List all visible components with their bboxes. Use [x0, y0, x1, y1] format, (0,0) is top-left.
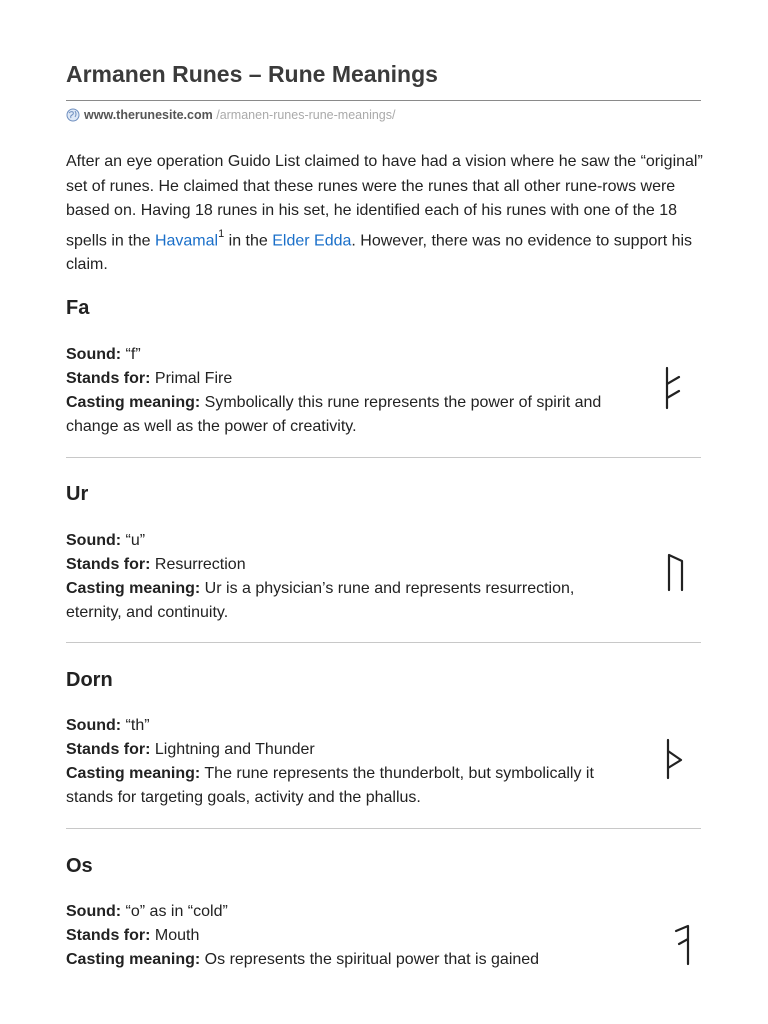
section-divider	[66, 642, 701, 643]
casting-meaning-label: Casting meaning:	[66, 765, 201, 782]
casting-meaning-value: The rune represents the thunderbolt, but symbolically it stands for targeting goals, activity and the phallus.	[66, 765, 594, 806]
intro-text: . However, there was no evidence to support his claim.	[66, 231, 693, 274]
footnote-marker[interactable]: 1	[218, 227, 225, 240]
section-divider	[66, 457, 701, 458]
stands-for-label: Stands for:	[66, 741, 151, 758]
sound-value: “f”	[121, 346, 141, 363]
stands-for-label: Stands for:	[66, 556, 151, 573]
sound-value: “th”	[121, 717, 150, 734]
sound-value: “u”	[121, 532, 146, 549]
sound-label: Sound:	[66, 717, 122, 734]
source-line	[66, 108, 395, 122]
casting-meaning-value: Symbolically this rune represents the power of spirit and change as well as the power of creativity.	[66, 394, 602, 435]
ur-rune-icon	[664, 552, 688, 592]
stands-for-label: Stands for:	[66, 927, 151, 944]
casting-meaning-value: Os represents the spiritual power that is gained	[200, 951, 540, 968]
rune-heading-ur: Ur	[66, 483, 89, 505]
intro-text: After an eye operation Guido List claimed to have had a vision where he saw the “original” set of runes. He claimed that these runes were the runes that all other rune-rows were based on. Having 18 runes in his set, he identified each of his runes with one of the 18 spells in the	[66, 153, 703, 249]
sound-value: “o” as in “cold”	[121, 903, 228, 920]
stands-for-value: Lightning and Thunder	[150, 741, 315, 758]
rune-details-dorn	[66, 714, 631, 810]
casting-meaning-value: Ur is a physician’s rune and represents resurrection, eternity, and continuity.	[66, 580, 575, 621]
intro-text: in the	[224, 231, 273, 249]
stands-for-value: Primal Fire	[150, 370, 233, 387]
sound-label: Sound:	[66, 903, 122, 920]
casting-meaning-label: Casting meaning:	[66, 951, 201, 968]
rune-heading-os: Os	[66, 855, 93, 877]
stands-for-value: Mouth	[150, 927, 200, 944]
sound-label: Sound:	[66, 346, 122, 363]
stands-for-value: Resurrection	[150, 556, 246, 573]
fa-rune-icon	[660, 366, 684, 410]
rune-details-ur	[66, 529, 631, 625]
elder-edda-link[interactable]: Elder Edda	[272, 231, 352, 249]
section-divider	[66, 828, 701, 829]
havamal-link[interactable]: Havamal	[154, 231, 219, 249]
title-divider	[66, 100, 701, 101]
rune-heading-fa: Fa	[66, 297, 90, 319]
casting-meaning-label: Casting meaning:	[66, 394, 201, 411]
intro-paragraph	[66, 150, 706, 278]
source-domain[interactable]: www.therunesite.com	[84, 108, 213, 122]
os-rune-icon	[670, 922, 694, 966]
sound-label: Sound:	[66, 532, 122, 549]
casting-meaning-label: Casting meaning:	[66, 580, 201, 597]
dorn-rune-icon	[662, 738, 686, 780]
stands-for-label: Stands for:	[66, 370, 151, 387]
source-path[interactable]: /armanen-runes-rune-meanings/	[216, 108, 396, 122]
rune-details-fa	[66, 343, 631, 439]
globe-icon	[66, 108, 80, 122]
page-title: Armanen Runes – Rune Meanings	[66, 61, 438, 87]
rune-heading-dorn: Dorn	[66, 669, 113, 691]
rune-details-os	[66, 900, 631, 972]
